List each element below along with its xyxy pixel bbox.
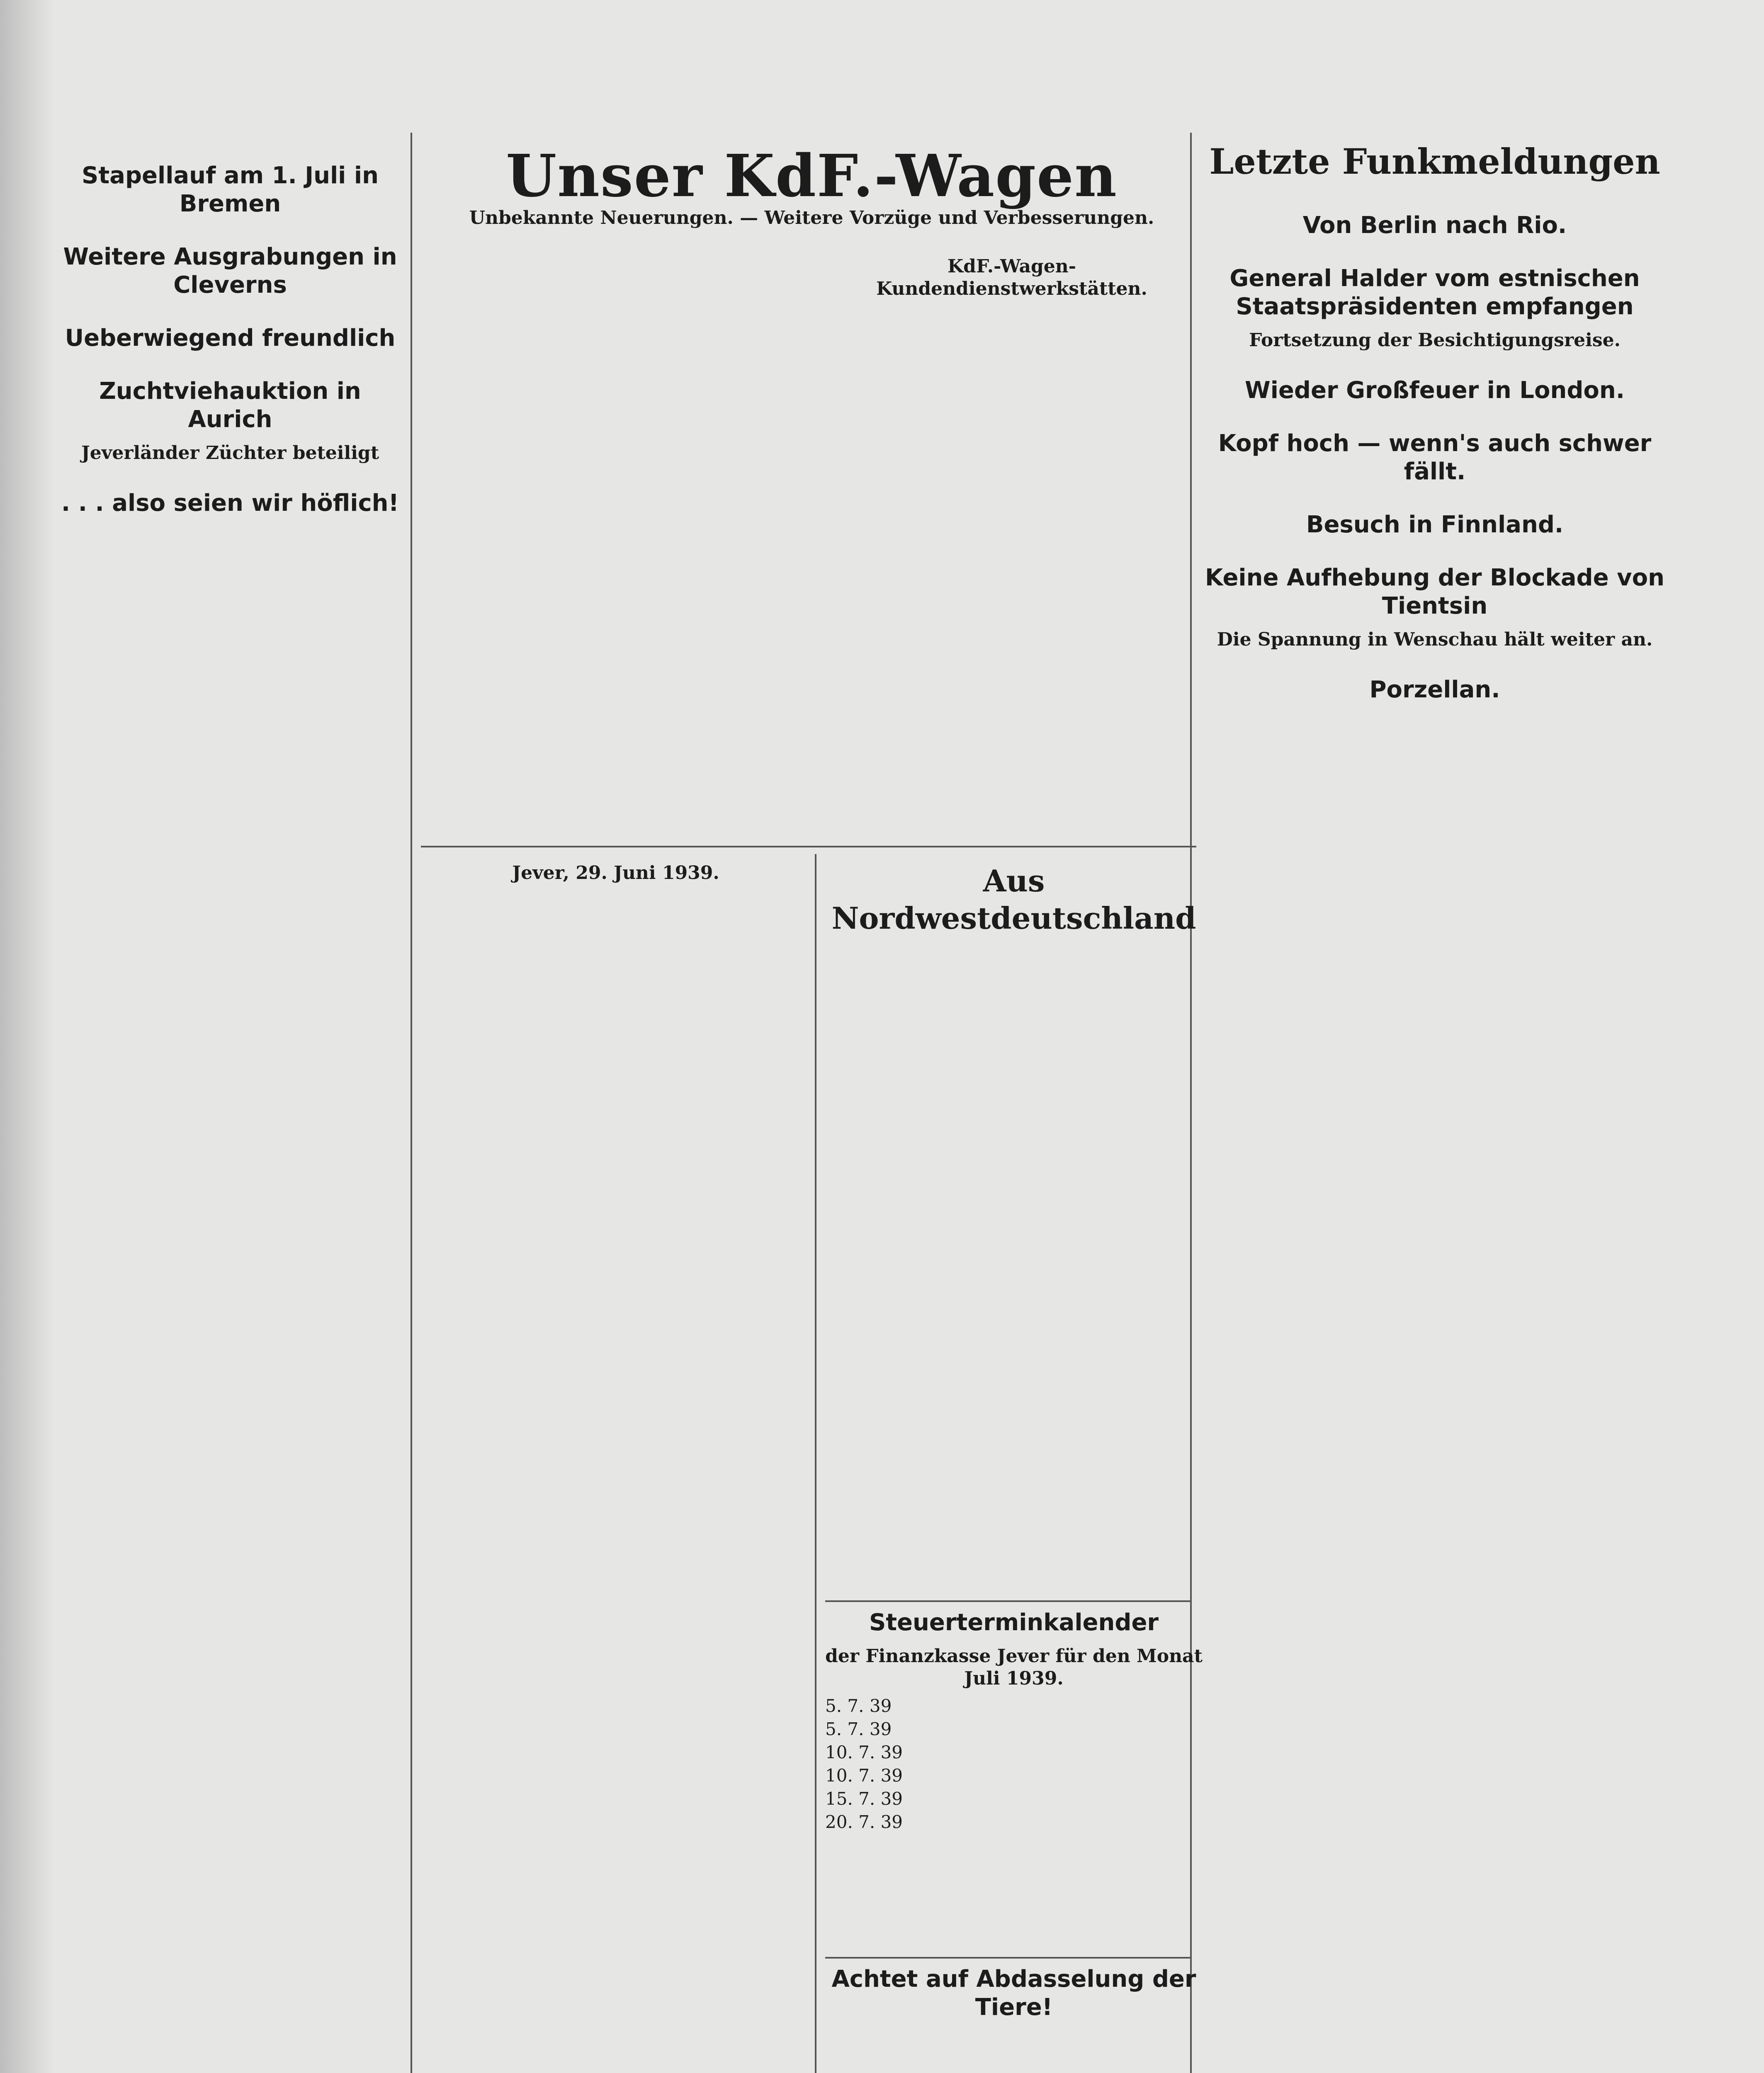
feature-subtitle: KdF.-Wagen-Kundendienstwerkstätten. [876, 256, 1147, 299]
tax-text [905, 1812, 1203, 1835]
article-title: Von Berlin nach Rio. [1302, 212, 1567, 239]
tax-date: 20. 7. 39 [825, 1812, 903, 1832]
article-title: Besuch in Finnland. [1306, 511, 1564, 538]
tax-calendar-subtitle: der Finanzkasse Jever für den Monat Juli 1939. [825, 1646, 1203, 1689]
column-right [1198, 137, 1671, 2073]
article-title: Wieder Großfeuer in London. [1244, 377, 1625, 404]
article-title: Weitere Ausgrabungen in Cleverns [63, 243, 397, 299]
article-title: Ueberwiegend freundlich [65, 325, 396, 352]
article-title: . . . also seien wir höflich! [61, 490, 399, 517]
table-row [825, 1812, 1203, 1835]
article-title: Zuchtviehauktion in Aurich [99, 378, 361, 433]
tax-text [905, 1765, 1203, 1789]
tax-date: 5. 7. 39 [825, 1719, 892, 1739]
table-row [825, 1696, 1203, 1719]
tax-calendar-table [825, 1696, 1203, 1835]
section-rule [825, 1957, 1190, 1959]
tax-text [905, 1742, 1203, 1765]
article-title: Keine Aufhebung der Blockade von Tientsin [1205, 564, 1664, 619]
tax-date: 10. 7. 39 [825, 1765, 903, 1786]
column-rule [411, 133, 412, 2073]
section-heading-funkmeldungen: Letzte Funkmeldungen [1209, 141, 1660, 182]
steuer-kalender [825, 1609, 1203, 1907]
column-left [58, 137, 402, 2073]
tax-text [905, 1719, 1203, 1742]
section-rule [421, 846, 1196, 847]
article-subtitle: Fortsetzung der Besichtigungsreise. [1249, 330, 1621, 351]
table-row [825, 1765, 1203, 1789]
tax-text [905, 1696, 1203, 1719]
article-title: Stapellauf am 1. Juli in Bremen [82, 162, 379, 217]
feature-subhead: Unbekannte Neuerungen. — Weitere Vorzüge und Verbesserungen. [469, 207, 1154, 228]
page-edge-shadow [0, 0, 54, 2073]
tax-calendar-title: Steuerterminkalender [869, 1609, 1159, 1636]
article-subtitle: Jeverländer Züchter beteiligt [81, 442, 379, 464]
table-row [825, 1742, 1203, 1765]
tax-date: 15. 7. 39 [825, 1789, 903, 1809]
tax-date: 10. 7. 39 [825, 1742, 903, 1762]
dateline: Jever, 29. Juni 1939. [512, 862, 719, 884]
tax-date: 5. 7. 39 [825, 1696, 892, 1716]
tax-text [905, 1789, 1203, 1812]
table-row [825, 1789, 1203, 1812]
article-title: General Halder vom estnischen Staatspräsidenten empfangen [1229, 265, 1640, 320]
nordwestdeutschland-section [825, 862, 1203, 1596]
section-heading-nordwest: Aus Nordwestdeutschland [831, 863, 1196, 936]
article-title: Achtet auf Abdasselung der Tiere! [831, 1966, 1196, 2021]
column-rule [815, 854, 816, 2073]
feature-column-b [821, 249, 1203, 837]
section-rule [825, 1600, 1190, 1602]
jever-local-news [421, 862, 811, 2073]
feature-banner: Unser KdF.-Wagen [506, 142, 1118, 210]
table-row [825, 1719, 1203, 1742]
feature-column-a [421, 249, 802, 837]
article-title: Kopf hoch — wenn's auch schwer fällt. [1218, 430, 1652, 485]
abdasselung-article [825, 1965, 1203, 2073]
article-title: Porzellan. [1369, 676, 1500, 703]
article-subtitle: Die Spannung in Wenschau hält weiter an. [1217, 629, 1653, 650]
